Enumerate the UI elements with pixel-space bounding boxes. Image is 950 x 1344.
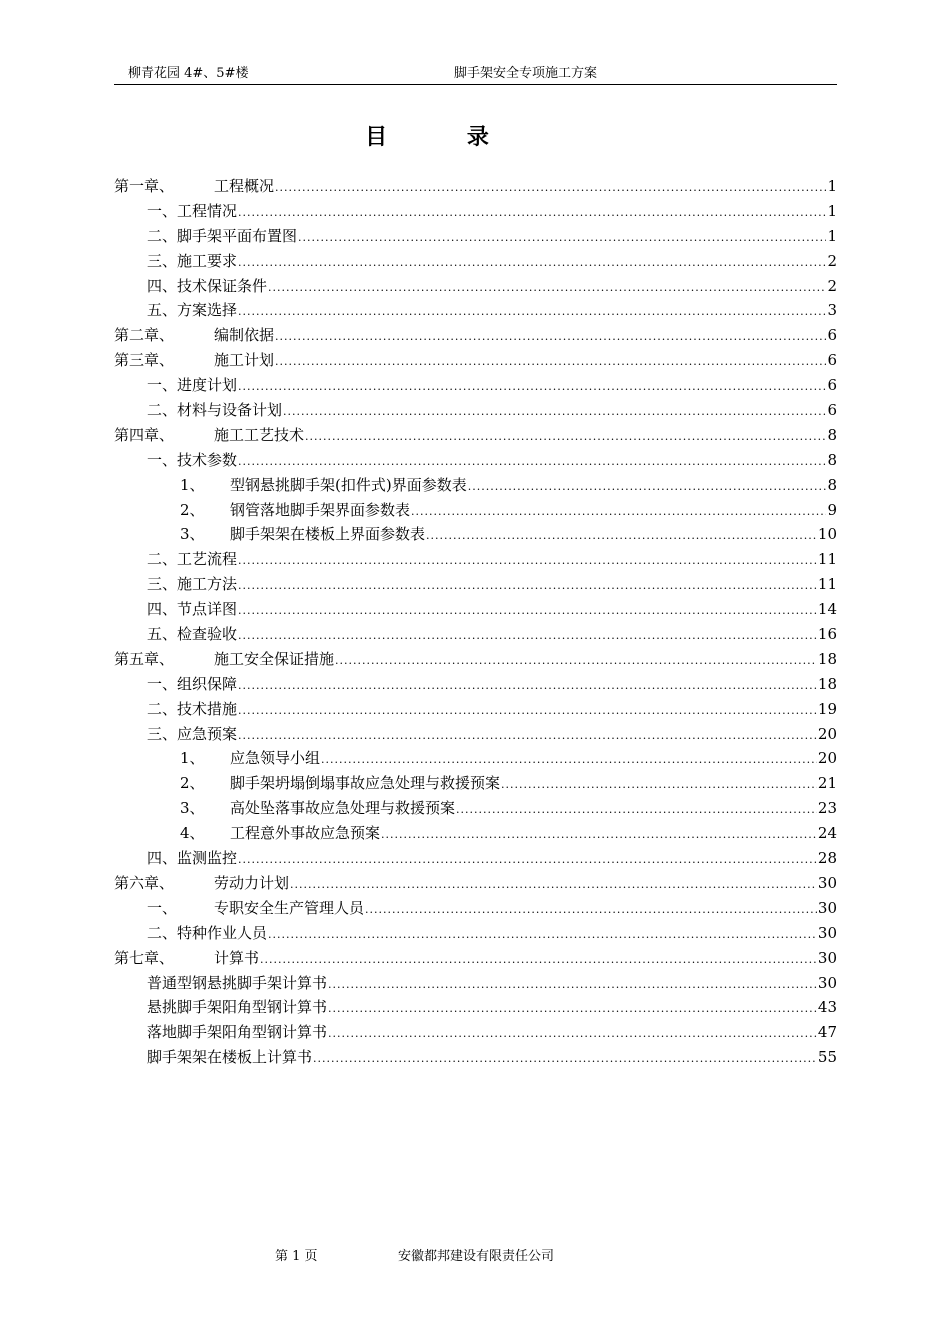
toc-dot-leader <box>238 624 817 649</box>
toc-dot-leader <box>426 524 817 549</box>
toc-dot-leader <box>321 748 817 773</box>
toc-entry-page-number: 1 <box>827 177 837 195</box>
toc-entry-number: 一、 <box>147 376 178 395</box>
toc-entry-number: 4、 <box>180 824 205 843</box>
toc-entry-title: 普通型钢悬挑脚手架计算书 <box>147 973 328 992</box>
toc-entry[interactable] <box>114 946 837 971</box>
toc-entry-page-number: 30 <box>817 898 837 917</box>
toc-entry-number: 四、 <box>147 276 178 295</box>
toc-dot-leader <box>238 300 826 325</box>
toc-entry-number: 1、 <box>180 749 205 768</box>
toc-entry-page-number: 14 <box>817 600 837 619</box>
toc-entry-title: 钢管落地脚手架界面参数表 <box>230 500 411 519</box>
toc-entry-number: 第一章、 <box>114 177 175 195</box>
toc-entry-title: 脚手架平面布置图 <box>177 226 298 245</box>
toc-entry-title: 应急预案 <box>177 724 238 743</box>
toc-entry[interactable] <box>114 1020 837 1045</box>
toc-entry-number: 二、 <box>147 699 178 718</box>
toc-dot-leader <box>238 450 826 475</box>
toc-entry-page-number: 30 <box>817 973 837 992</box>
toc-entry[interactable] <box>114 547 837 572</box>
toc-entry[interactable] <box>114 348 837 373</box>
toc-entry-number: 2、 <box>180 774 205 793</box>
toc-entry-title: 劳动力计划 <box>214 873 290 892</box>
toc-entry-title: 技术措施 <box>177 699 238 718</box>
toc-entry-title: 专职安全生产管理人员 <box>214 898 365 917</box>
toc-entry-title: 高处坠落事故应急处理与救援预案 <box>230 799 456 818</box>
toc-entry-page-number: 6 <box>827 326 837 345</box>
toc-title: 目 录 <box>365 124 525 150</box>
toc-entry-title: 进度计划 <box>177 376 238 395</box>
toc-entry[interactable] <box>114 921 837 946</box>
toc-entry-page-number: 6 <box>827 401 837 420</box>
toc-entry-title: 特种作业人员 <box>177 923 268 942</box>
toc-entry-number: 二、 <box>147 226 178 245</box>
toc-entry-number: 二、 <box>147 401 178 420</box>
toc-entry-number: 一、 <box>147 674 178 693</box>
toc-entry[interactable] <box>114 398 837 423</box>
toc-entry-page-number: 20 <box>817 724 837 743</box>
toc-entry[interactable] <box>114 722 837 747</box>
toc-entry-page-number: 1 <box>827 201 837 220</box>
toc-dot-leader <box>238 251 826 276</box>
toc-entry-title: 计算书 <box>214 948 260 967</box>
toc-entry-title: 工程意外事故应急预案 <box>230 824 381 843</box>
toc-entry[interactable] <box>114 224 837 249</box>
toc-entry-title: 节点详图 <box>177 600 238 619</box>
toc-dot-leader <box>335 649 817 674</box>
toc-entry-number: 四、 <box>147 600 178 619</box>
toc-entry-page-number: 16 <box>817 625 837 644</box>
toc-entry[interactable] <box>114 572 837 597</box>
toc-entry-page-number: 8 <box>827 475 837 494</box>
toc-dot-leader <box>238 549 817 574</box>
toc-entry-title: 监测监控 <box>177 849 238 868</box>
toc-entry[interactable] <box>114 995 837 1020</box>
toc-dot-leader <box>328 997 817 1022</box>
toc-dot-leader <box>456 798 817 823</box>
toc-dot-leader <box>275 325 826 350</box>
toc-dot-leader <box>305 425 826 450</box>
toc-entry[interactable] <box>114 622 837 647</box>
toc-entry-title: 脚手架架在楼板上计算书 <box>147 1048 313 1067</box>
toc-entry[interactable] <box>114 274 837 299</box>
toc-entry-page-number: 9 <box>827 500 837 519</box>
toc-entry-title: 脚手架架在楼板上界面参数表 <box>230 525 426 544</box>
toc-entry-title: 工程情况 <box>177 201 238 220</box>
toc-entry-page-number: 24 <box>817 824 837 843</box>
toc-dot-leader <box>268 923 817 948</box>
toc-entry-page-number: 2 <box>827 251 837 270</box>
toc-entry[interactable] <box>114 971 837 996</box>
toc-entry-page-number: 28 <box>817 849 837 868</box>
toc-entry-title: 材料与设备计划 <box>177 401 283 420</box>
toc-entry-page-number: 8 <box>827 425 837 444</box>
toc-entry-page-number: 18 <box>817 674 837 693</box>
toc-entry[interactable] <box>114 298 837 323</box>
toc-entry-page-number: 1 <box>827 226 837 245</box>
toc-dot-leader <box>275 176 826 201</box>
toc-entry-page-number: 11 <box>817 550 837 569</box>
toc-dot-leader <box>381 823 817 848</box>
toc-entry-title: 施工安全保证措施 <box>214 649 335 668</box>
toc-dot-leader <box>238 375 826 400</box>
toc-dot-leader <box>238 724 817 749</box>
toc-entry-page-number: 2 <box>827 276 837 295</box>
toc-entry-number: 第三章、 <box>114 351 175 370</box>
toc-entry-title: 技术参数 <box>177 450 238 469</box>
toc-entry-page-number: 30 <box>817 948 837 967</box>
toc-entry-number: 第二章、 <box>114 326 175 345</box>
toc-entry[interactable] <box>114 672 837 697</box>
toc-dot-leader <box>238 699 817 724</box>
toc-entry-number: 五、 <box>147 625 178 644</box>
toc-dot-leader <box>365 898 817 923</box>
toc-entry-page-number: 6 <box>827 376 837 395</box>
toc-entry-title: 施工方法 <box>177 575 238 594</box>
toc-entry-page-number: 3 <box>827 301 837 320</box>
toc-dot-leader <box>328 973 817 998</box>
toc-dot-leader <box>238 848 817 873</box>
toc-dot-leader <box>260 948 817 973</box>
toc-entry-title: 型钢悬挑脚手架(扣件式)界面参数表 <box>230 475 467 494</box>
toc-entry-title: 施工工艺技术 <box>214 425 305 444</box>
toc-entry[interactable] <box>114 373 837 398</box>
toc-entry-title: 应急领导小组 <box>230 749 321 768</box>
toc-entry-page-number: 8 <box>827 450 837 469</box>
toc-dot-leader <box>268 276 826 301</box>
toc-entry-number: 3、 <box>180 525 205 544</box>
toc-entry[interactable] <box>114 896 837 921</box>
toc-entry-number: 第七章、 <box>114 948 175 967</box>
toc-entry[interactable] <box>114 249 837 274</box>
toc-entry-number: 第五章、 <box>114 649 175 668</box>
toc-entry-number: 三、 <box>147 251 178 270</box>
toc-entry-page-number: 20 <box>817 749 837 768</box>
toc-dot-leader <box>313 1047 817 1072</box>
toc-entry-page-number: 19 <box>817 699 837 718</box>
toc-dot-leader <box>501 773 817 798</box>
toc-entry-page-number: 11 <box>817 575 837 594</box>
toc-entry-page-number: 10 <box>817 525 837 544</box>
toc-entry-title: 组织保障 <box>177 674 238 693</box>
toc-entry[interactable] <box>114 498 837 523</box>
toc-dot-leader <box>283 400 826 425</box>
toc-entry[interactable] <box>114 423 837 448</box>
toc-entry-page-number: 21 <box>817 774 837 793</box>
toc-entry-number: 第六章、 <box>114 873 175 892</box>
toc-dot-leader <box>411 500 826 525</box>
toc-entry-number: 三、 <box>147 575 178 594</box>
toc-entry[interactable] <box>114 323 837 348</box>
toc-entry-page-number: 43 <box>817 998 837 1017</box>
toc-entry[interactable] <box>114 746 837 771</box>
toc-entry-page-number: 55 <box>817 1048 837 1067</box>
toc-entry-title: 落地脚手架阳角型钢计算书 <box>147 1023 328 1042</box>
toc-dot-leader <box>298 226 826 251</box>
page-header <box>114 64 837 85</box>
toc-entry[interactable] <box>114 174 837 199</box>
toc-entry-number: 二、 <box>147 923 178 942</box>
toc-dot-leader <box>238 574 817 599</box>
toc-entry[interactable] <box>114 473 837 498</box>
toc-entry-title: 检查验收 <box>177 625 238 644</box>
header-document-title: 脚手架安全专项施工方案 <box>454 66 598 81</box>
toc-entry-number: 一、 <box>147 450 178 469</box>
toc-entry-number: 3、 <box>180 799 205 818</box>
toc-entry-page-number: 30 <box>817 923 837 942</box>
toc-entry[interactable] <box>114 821 837 846</box>
toc-entry[interactable] <box>114 796 837 821</box>
toc-entry-number: 2、 <box>180 500 205 519</box>
toc-entry[interactable] <box>114 846 837 871</box>
toc-entry-page-number: 30 <box>817 873 837 892</box>
toc-dot-leader <box>290 873 817 898</box>
toc-entry-number: 一、 <box>147 201 178 220</box>
toc-entry[interactable] <box>114 448 837 473</box>
toc-entry-title: 悬挑脚手架阳角型钢计算书 <box>147 998 328 1017</box>
toc-entry[interactable] <box>114 647 837 672</box>
toc-entry-number: 四、 <box>147 849 178 868</box>
toc-entry-title: 工艺流程 <box>177 550 238 569</box>
toc-entry-number: 三、 <box>147 724 178 743</box>
toc-dot-leader <box>238 201 826 226</box>
toc-entry-page-number: 6 <box>827 351 837 370</box>
toc-entry-number: 二、 <box>147 550 178 569</box>
toc-entry-page-number: 18 <box>817 649 837 668</box>
toc-entry[interactable] <box>114 771 837 796</box>
footer-company-name: 安徽都邦建设有限责任公司 <box>398 1249 555 1264</box>
header-project-name: 柳青花园 4#、5#楼 <box>128 66 249 81</box>
toc-entry-page-number: 23 <box>817 799 837 818</box>
toc-dot-leader <box>468 475 827 500</box>
toc-entry-number: 一、 <box>147 898 178 917</box>
toc-dot-leader <box>328 1022 817 1047</box>
toc-entry[interactable] <box>114 522 837 547</box>
toc-entry-title: 施工要求 <box>177 251 238 270</box>
toc-entry-title: 编制依据 <box>214 326 275 345</box>
footer-page-number: 第 1 页 <box>275 1249 318 1264</box>
toc-entry[interactable] <box>114 871 837 896</box>
toc-entry-title: 工程概况 <box>214 177 275 195</box>
toc-entry-number: 五、 <box>147 301 178 320</box>
toc-entry-title: 技术保证条件 <box>177 276 268 295</box>
toc-dot-leader <box>238 674 817 699</box>
toc-entry-title: 施工计划 <box>214 351 275 370</box>
toc-entry[interactable] <box>114 697 837 722</box>
toc-entry[interactable] <box>114 597 837 622</box>
toc-dot-leader <box>238 599 817 624</box>
toc-entry-number: 第四章、 <box>114 425 175 444</box>
toc-entry[interactable] <box>114 199 837 224</box>
toc-entry-number: 1、 <box>180 475 205 494</box>
table-of-contents <box>114 174 837 1070</box>
toc-entry-page-number: 47 <box>817 1023 837 1042</box>
toc-entry[interactable] <box>114 1045 837 1070</box>
toc-dot-leader <box>275 350 826 375</box>
toc-entry-title: 脚手架坍塌倒塌事故应急处理与救援预案 <box>230 774 501 793</box>
toc-entry-title: 方案选择 <box>177 301 238 320</box>
